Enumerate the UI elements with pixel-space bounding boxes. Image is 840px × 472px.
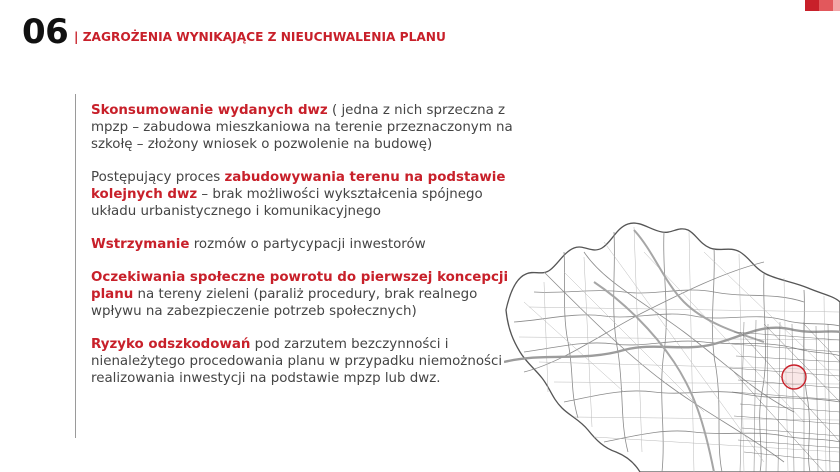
section-number: 06: [22, 12, 69, 52]
threat-item-2-pre: Postępujący proces: [91, 170, 225, 185]
corner-accent-mid: [819, 0, 833, 11]
threat-item-4-bold: Oczekiwania społeczne powrotu do pierwszej koncepcji planu: [91, 270, 509, 302]
threat-item-1: [91, 102, 521, 153]
corner-accent-light: [833, 0, 840, 11]
threat-item-5: [91, 336, 521, 387]
threat-item-2-bold: zabudowywania terenu na podstawie kolejnych dwz: [91, 170, 506, 202]
vertical-divider: [75, 94, 76, 438]
threat-item-4-text: na tereny zieleni (paraliż procedury, brak realnego wpływu na zabezpieczenie potrzeb społecznych): [91, 287, 478, 319]
corner-accent-dark: [805, 0, 819, 11]
city-map-image: [504, 212, 840, 472]
section-title: | ZAGROŻENIA WYNIKAJĄCE Z NIEUCHWALENIA PLANU: [74, 30, 446, 44]
threat-item-3: [91, 236, 521, 253]
threat-item-1-text: ( jedna z nich sprzeczna z mpzp – zabudowa mieszkaniowa na terenie przeznaczonym na szkołę – złożony wniosek o pozwolenie na budowę): [91, 103, 513, 152]
threat-item-2: [91, 169, 521, 220]
threat-item-3-bold: Wstrzymanie: [91, 237, 190, 252]
threats-list: [91, 102, 521, 403]
threat-item-1-bold: Skonsumowanie wydanych dwz: [91, 103, 328, 118]
threat-item-5-text: pod zarzutem bezczynności i nienależytego procedowania planu w przypadku niemożności realizowania inwestycji na podstawie mpzp lub dwz.: [91, 337, 503, 386]
highlight-marker: [782, 365, 806, 389]
threat-item-4: [91, 269, 521, 320]
threat-item-2-text: – brak możliwości wykształcenia spójnego układu urbanistycznego i komunikacyjnego: [91, 187, 483, 219]
threat-item-3-text: rozmów o partycypacji inwestorów: [189, 237, 426, 252]
threat-item-5-bold: Ryzyko odszkodowań: [91, 337, 251, 352]
